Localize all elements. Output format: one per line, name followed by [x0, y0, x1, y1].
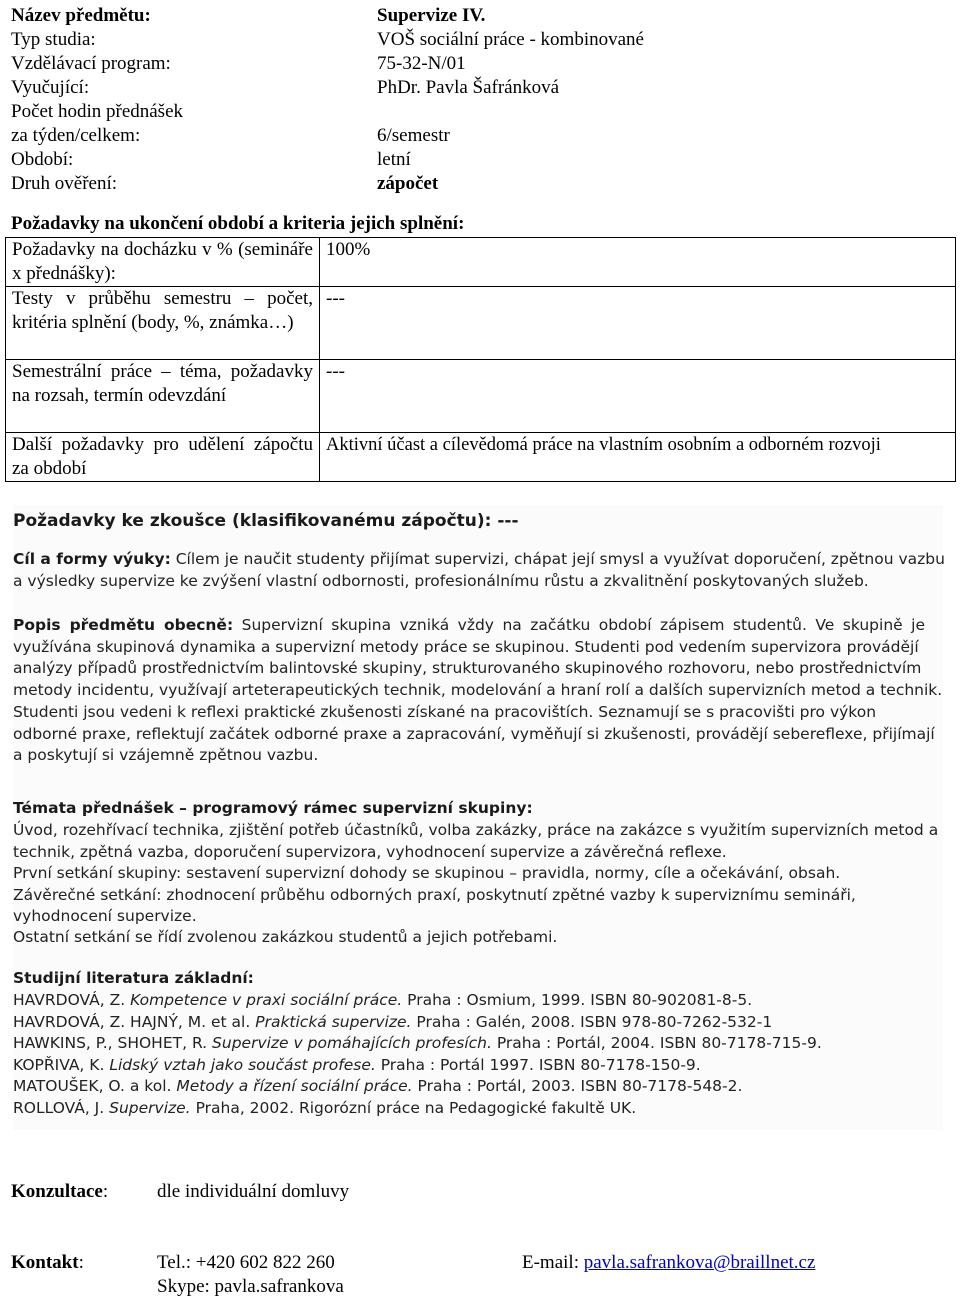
info-row [11, 172, 951, 196]
topics-line-5: vyhodnocení supervize. [13, 907, 197, 925]
contact-label-wrap [11, 1251, 84, 1275]
literature-author: MATOUŠEK, O. a kol. [13, 1077, 172, 1095]
requirements-heading: Požadavky na ukončení období a kriteria jejich splnění: [11, 213, 465, 234]
info-value: Supervize IV. [377, 5, 486, 26]
attendance-value: 100% [320, 238, 956, 287]
info-row [11, 28, 951, 52]
consult-colon: : [102, 1181, 109, 1202]
other-requirements-label: Další požadavky pro udělení zápočtu za období [6, 433, 320, 482]
literature-publisher: Praha : Galén, 2008. ISBN 978-80-7262-532-1 [416, 1012, 773, 1031]
info-label: Druh ověření: [11, 173, 118, 194]
scanned-syllabus-image [13, 505, 943, 1130]
info-label: Počet hodin přednášek [11, 101, 184, 122]
literature-item [13, 1055, 701, 1076]
literature-item [13, 1076, 742, 1097]
info-row [11, 148, 951, 172]
literature-title: Supervize v pomáhajících profesích. [212, 1034, 492, 1052]
info-value: zápočet [377, 173, 439, 194]
info-row [11, 4, 951, 28]
desc-text-4: metody incidentu, využívají arteterapeutických technik, modelování a hraní rolí a dalších supervizních metod a technik. [13, 681, 943, 699]
literature-item [13, 1012, 772, 1033]
literature-title: Praktická supervize. [255, 1012, 412, 1031]
desc-text-1: Supervizní skupina vzniká vždy na začátku období zápisem studentů. Ve skupině je [241, 616, 925, 634]
table-row [6, 433, 956, 482]
email-label: E-mail: [522, 1252, 579, 1273]
info-value: PhDr. Pavla Šafránková [377, 77, 560, 98]
literature-title: Lidský vztah jako součást profese. [109, 1055, 376, 1074]
topics-line-3: První setkání skupiny: sestavení supervizní dohody se skupinou – pravidla, normy, cíle a očekávání, obsah. [13, 864, 841, 882]
info-label: Název předmětu: [11, 5, 151, 26]
contact-colon: : [78, 1252, 84, 1273]
info-label: za týden/celkem: [11, 125, 141, 146]
email-link[interactable]: pavla.safrankova@braillnet.cz [583, 1252, 816, 1273]
literature-publisher: Praha : Portál, 2004. ISBN 80-7178-715-9. [496, 1034, 822, 1052]
consult-value: dle individuální domluvy [157, 1181, 350, 1202]
literature-item [13, 1033, 822, 1054]
info-value: letní [377, 149, 411, 170]
table-row [6, 287, 956, 360]
literature-title: Supervize. [109, 1098, 191, 1117]
literature-item [13, 990, 752, 1011]
semestral-work-value: --- [320, 360, 956, 433]
topics-line-6: Ostatní setkání se řídí zvolenou zakázkou studentů a jejich potřebami. [13, 928, 558, 946]
other-requirements-value: Aktivní účast a cílevědomá práce na vlastním osobním a odborném rozvoji [320, 433, 956, 482]
literature-author: HAWKINS, P., SHOHET, R. [13, 1034, 208, 1052]
literature-title: Kompetence v praxi sociální práce. [130, 991, 403, 1009]
tests-value: --- [320, 287, 956, 360]
info-value: 75-32-N/01 [377, 53, 466, 74]
contact-skype: Skype: pavla.safrankova [157, 1276, 344, 1297]
literature-publisher: Praha : Portál 1997. ISBN 80-7178-150-9. [380, 1055, 701, 1074]
desc-text-6: odborné praxe, reflektují začátek odborné praxe a zapracování, vyměňují si zkušenosti, provádějí sebereflexe, přijímají [13, 725, 935, 743]
info-row [11, 52, 951, 76]
literature-item [13, 1098, 636, 1119]
tests-label: Testy v průběhu semestru – počet, kritéria splnění (body, %, známka…) [6, 287, 320, 360]
info-row [11, 76, 951, 100]
info-value: 6/semestr [377, 125, 450, 146]
literature-publisher: Praha, 2002. Rigorózní práce na Pedagogické fakultě UK. [195, 1098, 637, 1117]
table-row [6, 238, 956, 287]
literature-author: KOPŘIVA, K. [13, 1055, 105, 1074]
literature-heading: Studijní literatura základní: [13, 969, 254, 987]
consult-label: Konzultace [11, 1181, 103, 1202]
desc-text-5: Studenti jsou vedeni k reflexi praktické zkušenosti získané na pracovištích. Seznamují se s pracovišti pro výkon [13, 703, 877, 721]
semestral-work-label: Semestrální práce – téma, požadavky na rozsah, termín odevzdání [6, 360, 320, 433]
consult-label-wrap [11, 1180, 108, 1204]
desc-text-2: využívána skupinová dynamika a supervizní metody práce se skupinou. Studenti pod vedením supervizora provádějí [13, 638, 919, 656]
goal-text-1: Cílem je naučit studenty přijímat supervizi, chápat její smysl a využívat doporučení, zpětnou vazbu [175, 550, 945, 568]
goal-text-2: a výsledky supervize ke zvýšení vlastní odbornosti, profesionálnímu růstu a zkvalitnění poskytovaných služeb. [13, 572, 869, 590]
info-label: Vzdělávací program: [11, 53, 171, 74]
literature-author: HAVRDOVÁ, Z. [13, 991, 126, 1009]
literature-publisher: Praha : Portál, 2003. ISBN 80-7178-548-2. [417, 1077, 743, 1095]
info-label: Období: [11, 149, 74, 170]
literature-author: HAVRDOVÁ, Z. HAJNÝ, M. et al. [13, 1012, 251, 1031]
exam-heading: Požadavky ke zkoušce (klasifikovanému zápočtu): --- [13, 511, 519, 531]
info-row [11, 100, 951, 124]
desc-line-1 [13, 615, 925, 636]
attendance-label: Požadavky na docházku v % (semináře x přednášky): [6, 238, 320, 287]
topics-line-2: technik, zpětná vazba, doporučení supervizora, vyhodnocení supervize a závěrečná reflexe. [13, 843, 727, 861]
info-label: Typ studia: [11, 29, 96, 50]
info-value: VOŠ sociální práce - kombinované [377, 29, 644, 50]
info-label: Vyučující: [11, 77, 90, 98]
literature-title: Metody a řízení sociální práce. [176, 1077, 413, 1095]
goal-label: Cíl a formy výuky: [13, 550, 171, 568]
table-row [6, 360, 956, 433]
requirements-table [5, 237, 956, 482]
goal-line-1 [13, 549, 945, 570]
contact-phone: Tel.: +420 602 822 260 [157, 1252, 335, 1273]
contact-label: Kontakt [11, 1252, 79, 1273]
literature-author: ROLLOVÁ, J. [13, 1098, 105, 1117]
literature-publisher: Praha : Osmium, 1999. ISBN 80-902081-8-5. [407, 991, 753, 1009]
info-row [11, 124, 951, 148]
desc-label: Popis předmětu obecně: [13, 616, 234, 634]
contact-email-row [522, 1251, 815, 1275]
topics-heading: Témata přednášek – programový rámec supervizní skupiny: [13, 799, 533, 817]
desc-text-3: analýzy případů prostřednictvím balintovské skupiny, strukturovaného skupinového rozhovoru, nebo prostřednictvím [13, 659, 922, 677]
topics-line-4: Závěrečné setkání: zhodnocení průběhu odborných praxí, poskytnutí zpětné vazby k superviznímu semináři, [13, 886, 856, 904]
topics-line-1: Úvod, rozehřívací technika, zjištění potřeb účastníků, volba zakázky, práce na zakázce s využitím supervizních metod a [13, 821, 939, 839]
desc-text-7: a poskytují si vzájemně zpětnou vazbu. [13, 746, 319, 764]
